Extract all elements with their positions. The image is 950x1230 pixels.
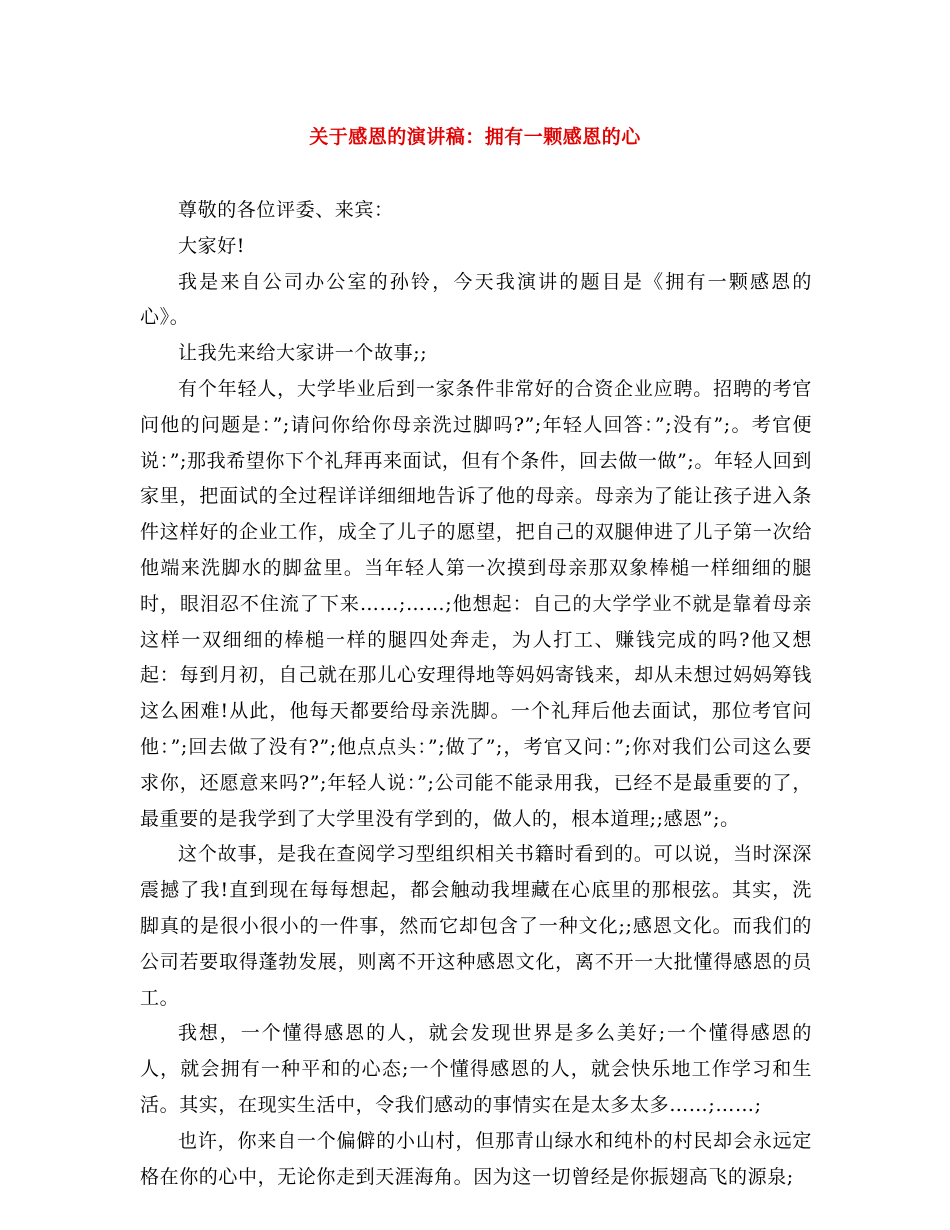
document-title: 关于感恩的演讲稿：拥有一颗感恩的心 bbox=[309, 126, 641, 148]
document-body bbox=[140, 193, 812, 1195]
paragraph-story-lead: 让我先来给大家讲一个故事;; bbox=[178, 342, 428, 365]
paragraph-story: 有个年轻人，大学毕业后到一家条件非常好的合资企业应聘。招聘的考官问他的问题是：”;请问你给你母亲洗过脚吗?”;年轻人回答：”;没有”;。考官便说：”;那我希望你下个礼拜再来面试，但有个条件，回去做一做”;。年轻人回到家里，把面试的全过程详详细细地告诉了他的母亲。母亲为了能让孩子进入条件这样好的企业工作，成全了儿子的愿望，把自己的双腿伸进了儿子第一次给他端来洗脚水的脚盆里。当年轻人第一次摸到母亲那双象棒槌一样细细的腿时，眼泪忍不住流了下来……;……;他想起：自己的大学学业不就是靠着母亲这样一双细细的棒槌一样的腿四处奔走，为人打工、赚钱完成的吗?他又想起：每到月初，自己就在那儿心安理得地等妈妈寄钱来，却从未想过妈妈筹钱这么困难!从此，他每天都要给母亲洗脚。一个礼拜后他去面试，那位考官问他：”;回去做了没有?”;他点点头：”;做了”;，考官又问：”;你对我们公司这么要求你，还愿意来吗?”;年轻人说：”;公司能不能录用我，已经不是最重要的了，最重要的是我学到了大学里没有学到的，做人的，根本道理;;感恩”;。 bbox=[140, 377, 812, 830]
paragraph-introduction: 我是来自公司办公室的孙铃，今天我演讲的题目是《拥有一颗感恩的心》。 bbox=[140, 270, 812, 329]
paragraph-hometown: 也许，你来自一个偏僻的小山村，但那青山绿水和纯朴的村民却会永远定格在你的心中，无论你走到天涯海角。因为这一切曾经是你振翅高飞的源泉; bbox=[140, 1129, 812, 1188]
paragraph-gratitude: 我想，一个懂得感恩的人，就会发现世界是多么美好;一个懂得感恩的人，就会拥有一种平和的心态;一个懂得感恩的人，就会快乐地工作学习和生活。其实，在现实生活中，令我们感动的事情实在是太多太多……;……; bbox=[140, 1022, 812, 1116]
paragraph-salutation: 尊敬的各位评委、来宾： bbox=[178, 199, 394, 221]
paragraph-reflection: 这个故事，是我在查阅学习型组织相关书籍时看到的。可以说，当时深深震撼了我!直到现在每每想起，都会触动我埋藏在心底里的那根弦。其实，洗脚真的是很小很小的一件事，然而它却包含了一种文化;;感恩文化。而我们的公司若要取得蓬勃发展，则离不开这种感恩文化，离不开一大批懂得感恩的员工。 bbox=[140, 843, 812, 1009]
paragraph-greeting: 大家好! bbox=[178, 234, 246, 257]
